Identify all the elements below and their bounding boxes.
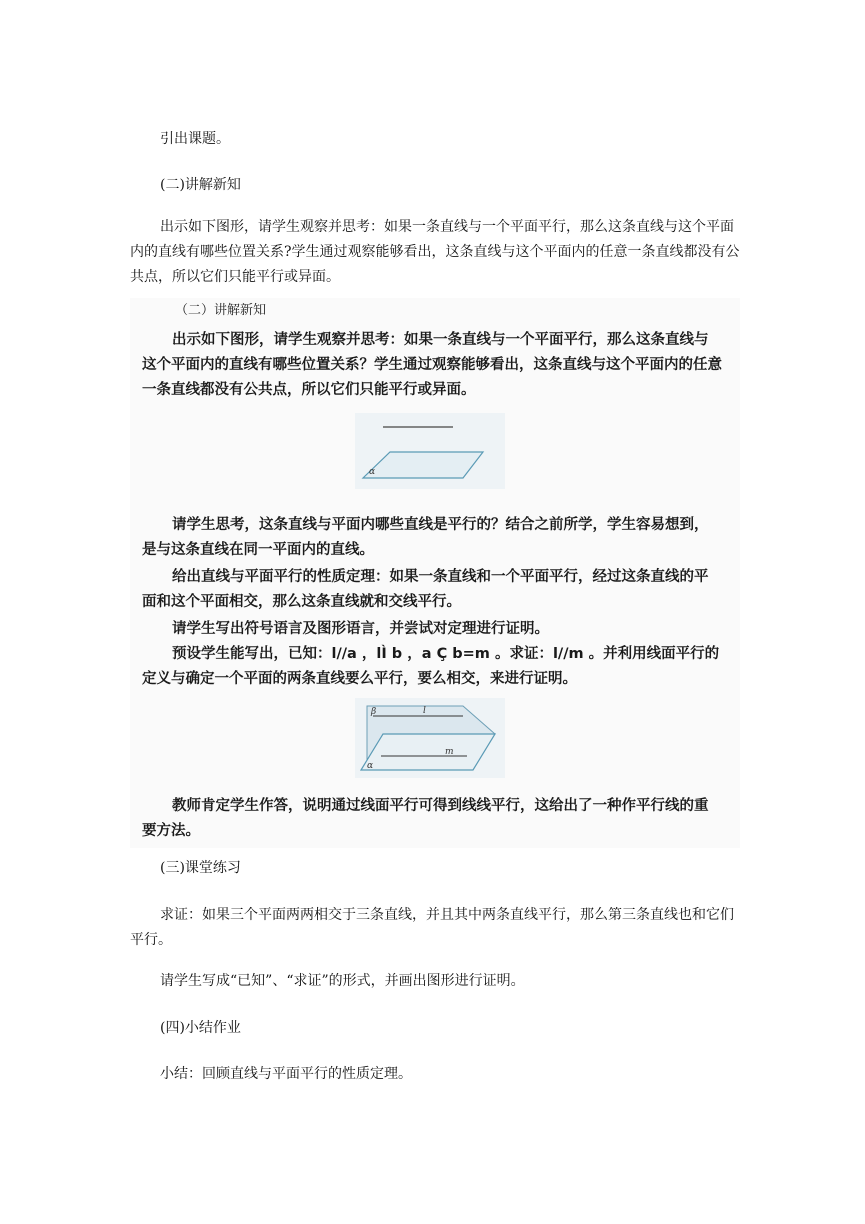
figure-1-svg bbox=[355, 413, 505, 489]
figure-intersecting-planes bbox=[355, 698, 505, 778]
intro-paragraph: 引出课题。 bbox=[160, 131, 230, 147]
fig2-beta-label: β bbox=[371, 707, 377, 717]
fig2-alpha-label: α bbox=[367, 761, 374, 771]
body-paragraph-4: 请学生写成“已知”、“求证”的形式，并画出图形进行证明。 bbox=[160, 973, 525, 989]
scan-paragraph-1: 出示如下图形，请学生观察并思考：如果一条直线与一个平面平行，那么这条直线与这个平面内的直线有哪些位置关系？学生通过观察能够看出，这条直线与这个平面内的任意一条直线都没有公共点，所以它们只能平行或异面。 bbox=[142, 332, 722, 398]
section-heading-2: (二)讲解新知 bbox=[160, 177, 241, 193]
scan-paragraph-5: 预设学生能写出，已知：l//a ，lÌ b ，a Ç b=m 。求证：l//m 。并利用线面平行的定义与确定一个平面的两条直线要么平行，要么相交，来进行证明。 bbox=[142, 646, 720, 687]
scan-paragraph-2: 请学生思考，这条直线与平面内哪些直线是平行的？结合之前所学，学生容易想到，是与这条直线在同一平面内的直线。 bbox=[142, 517, 709, 558]
fig2-m-label: m bbox=[445, 747, 454, 757]
section-heading-3: (三)课堂练习 bbox=[160, 860, 241, 876]
body-paragraph-2: 出示如下图形，请学生观察并思考：如果一条直线与一个平面平行，那么这条直线与这个平面内的直线有哪些位置关系?学生通过观察能够看出，这条直线与这个平面内的任意一条直线都没有公共点，所以它们只能平行或异面。 bbox=[130, 219, 740, 285]
fig2-l-label: l bbox=[423, 706, 426, 716]
section-heading-4: (四)小结作业 bbox=[160, 1020, 241, 1036]
fig1-alpha-label: α bbox=[369, 467, 376, 477]
figure-line-parallel-plane bbox=[355, 413, 505, 489]
scan-paragraph-3: 给出直线与平面平行的性质定理：如果一条直线和一个平面平行，经过这条直线的平面和这个平面相交，那么这条直线就和交线平行。 bbox=[142, 569, 709, 610]
scan-paragraph-6: 教师肯定学生作答，说明通过线面平行可得到线线平行，这给出了一种作平行线的重要方法。 bbox=[142, 798, 709, 839]
figure-2-svg bbox=[355, 698, 505, 778]
scan-heading: （二）讲解新知 bbox=[175, 303, 267, 318]
scan-paragraph-4: 请学生写出符号语言及图形语言，并尝试对定理进行证明。 bbox=[172, 621, 549, 637]
scanned-textbook-image bbox=[130, 298, 740, 848]
body-paragraph-3: 求证：如果三个平面两两相交于三条直线，并且其中两条直线平行，那么第三条直线也和它们平行。 bbox=[130, 907, 734, 948]
summary-paragraph: 小结：回顾直线与平面平行的性质定理。 bbox=[160, 1066, 412, 1082]
